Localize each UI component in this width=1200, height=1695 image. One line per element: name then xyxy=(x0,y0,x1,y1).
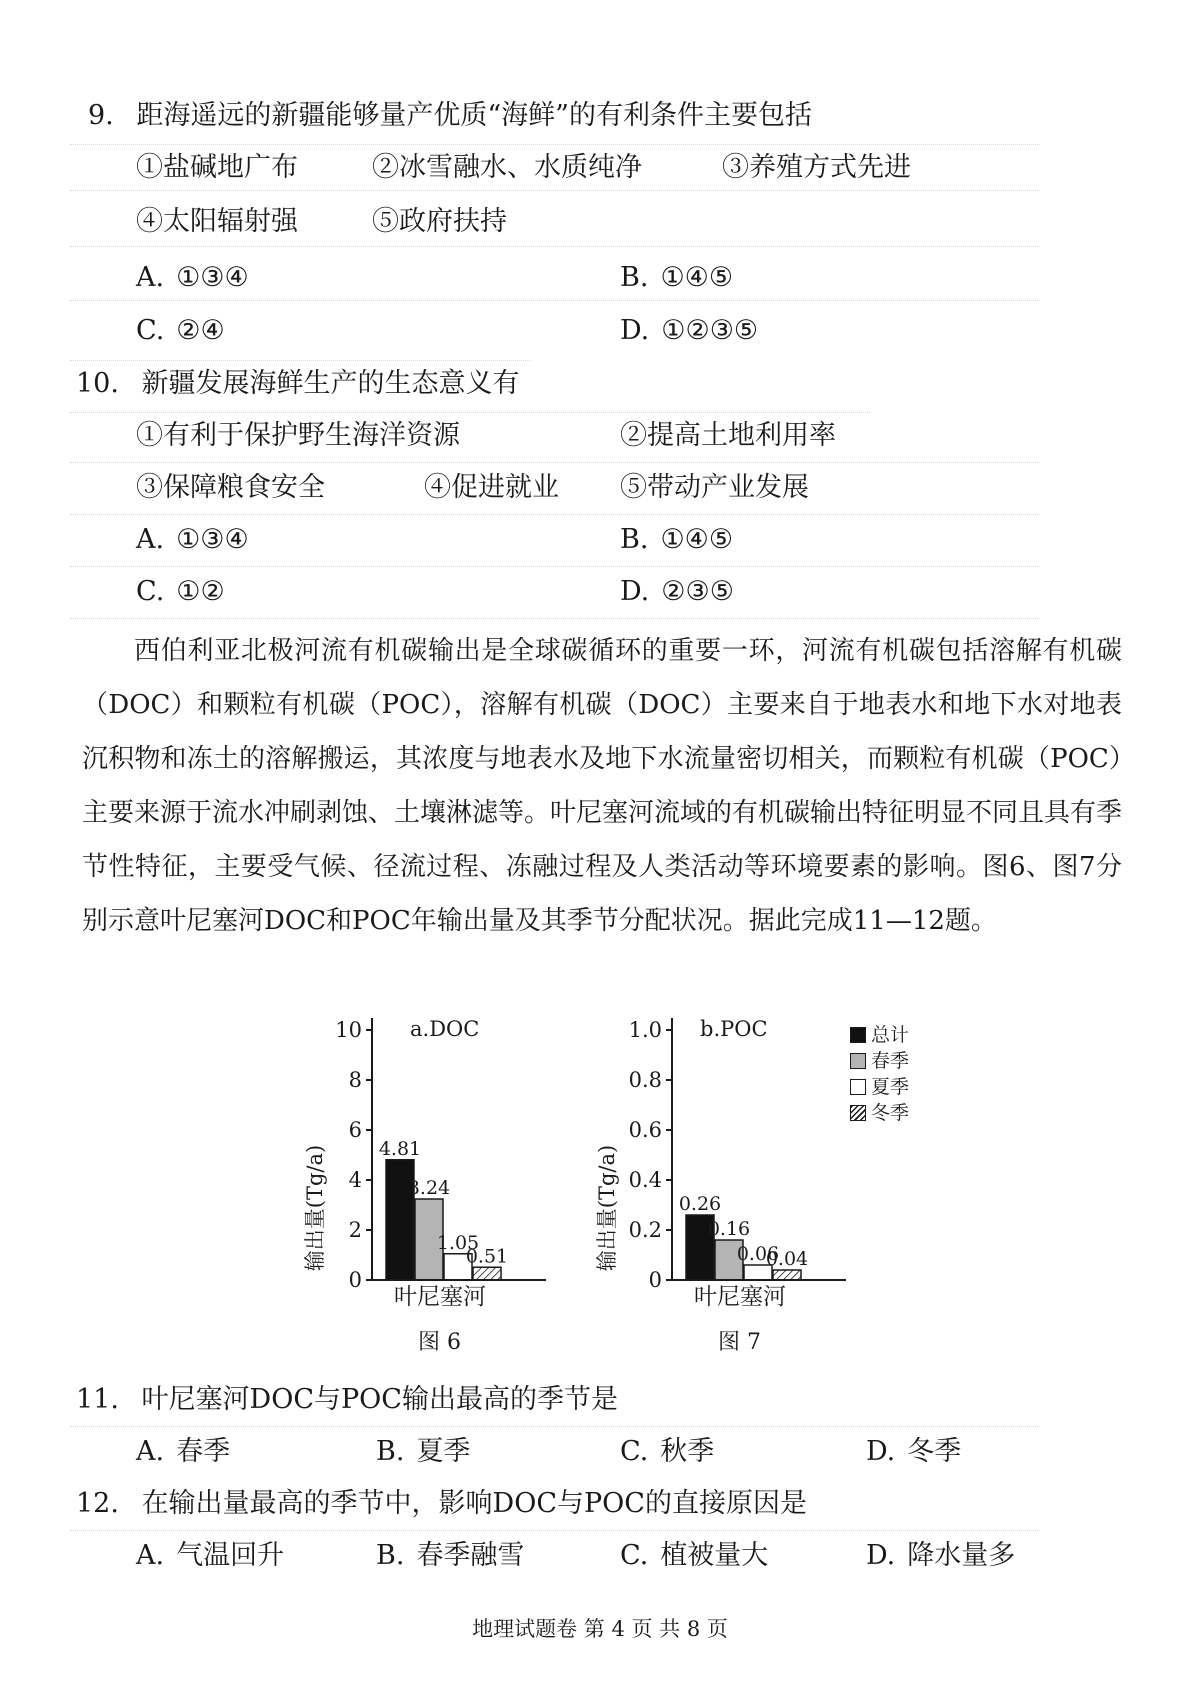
bar-value-label: 0.26 xyxy=(678,1193,722,1215)
q10-item-5: ⑤带动产业发展 xyxy=(620,472,809,503)
dotted-rule xyxy=(70,246,1040,247)
q9-option-a[interactable] xyxy=(136,260,249,296)
legend-item-summer xyxy=(850,1074,909,1100)
legend-swatch-spring xyxy=(850,1053,866,1069)
q10-stem: 新疆发展海鲜生产的生态意义有 xyxy=(141,368,520,399)
bar-value-label: 0.06 xyxy=(736,1243,780,1265)
option-letter: B. xyxy=(620,524,649,555)
y-tick-label: 8 xyxy=(348,1068,362,1092)
legend-swatch-winter xyxy=(850,1105,866,1121)
dotted-rule xyxy=(70,360,530,361)
y-tick-label: 1.0 xyxy=(628,1018,662,1042)
q10-item-4: ④促进就业 xyxy=(424,472,559,503)
option-text: ②④ xyxy=(176,315,225,346)
legend-label: 春季 xyxy=(871,1050,910,1072)
y-tick-label: 0.8 xyxy=(628,1068,662,1092)
dotted-rule xyxy=(70,514,1040,515)
q9-option-d[interactable] xyxy=(620,313,758,349)
option-text: ①②③⑤ xyxy=(661,315,759,346)
option-letter: D. xyxy=(620,576,650,607)
passage-text: 西伯利亚北极河流有机碳输出是全球碳循环的重要一环，河流有机碳包括溶解有机碳（DOC）和颗粒有机碳（POC），溶解有机碳（DOC）主要来自于地表水和地下水对地表沉积物和冻土的溶解搬运，其浓度与地表水及地下水流量密切相关，而颗粒有机碳（POC）主要来源于流水冲刷剥蚀、土壤淋滤等。叶尼塞河流域的有机碳输出特征明显不同且具有季节性特征，主要受气候、径流过程、冻融过程及人类活动等环境要素的影响。图6、图7分别示意叶尼塞河DOC和POC年输出量及其季节分配状况。据此完成11—12题。 xyxy=(82,636,1123,936)
bar-winter xyxy=(773,1270,801,1280)
q10-stem-line xyxy=(76,366,520,402)
option-text: ①④⑤ xyxy=(660,524,734,555)
option-letter: C. xyxy=(620,1436,649,1467)
dotted-rule xyxy=(70,190,1040,191)
option-letter: B. xyxy=(620,262,649,293)
q11-stem: 叶尼塞河DOC与POC输出最高的季节是 xyxy=(141,1384,618,1415)
bar-value-label: 4.81 xyxy=(378,1137,422,1160)
q9-item-3: ③养殖方式先进 xyxy=(722,152,911,183)
q10-option-c[interactable] xyxy=(136,574,225,610)
q12-option-a[interactable] xyxy=(136,1538,284,1574)
option-letter: D. xyxy=(866,1540,896,1571)
legend-swatch-total xyxy=(850,1027,866,1043)
chart-poc-xlabel: 叶尼塞河 xyxy=(694,1284,786,1310)
legend-label: 总计 xyxy=(871,1024,910,1046)
y-tick-label: 6 xyxy=(348,1118,362,1142)
chart-poc xyxy=(595,1010,860,1300)
q11-stem-line xyxy=(76,1382,618,1418)
chart-doc-ylabel: 输出量(Tg/a) xyxy=(303,1144,327,1272)
option-text: 秋季 xyxy=(660,1436,715,1467)
option-letter: C. xyxy=(620,1540,649,1571)
option-letter: D. xyxy=(866,1436,896,1467)
option-text: 降水量多 xyxy=(907,1540,1016,1571)
q11-number: 11. xyxy=(76,1384,119,1415)
q9-item-5: ⑤政府扶持 xyxy=(372,206,507,237)
option-text: 夏季 xyxy=(416,1436,471,1467)
chart-doc-yticks xyxy=(335,1018,372,1292)
option-letter: A. xyxy=(136,1436,165,1467)
chart-poc-ylabel: 输出量(Tg/a) xyxy=(595,1144,619,1272)
chart-doc-title: a.DOC xyxy=(410,1017,480,1041)
option-text: 春季 xyxy=(176,1436,231,1467)
option-text: 植被量大 xyxy=(660,1540,769,1571)
option-text: 气温回升 xyxy=(176,1540,285,1571)
q12-number: 12. xyxy=(76,1488,119,1519)
q10-option-b[interactable] xyxy=(620,522,733,558)
option-letter: A. xyxy=(136,1540,165,1571)
bar-value-label: 3.24 xyxy=(407,1177,451,1199)
option-letter: C. xyxy=(136,576,165,607)
q10-item-3: ③保障粮食安全 xyxy=(136,472,325,503)
option-letter: B. xyxy=(376,1436,405,1467)
dotted-rule xyxy=(70,144,1040,145)
q12-stem: 在输出量最高的季节中，影响DOC与POC的直接原因是 xyxy=(141,1488,807,1519)
legend-label: 冬季 xyxy=(871,1102,910,1124)
q10-item-2: ②提高土地利用率 xyxy=(620,420,836,451)
bar-value-label: 0.16 xyxy=(707,1218,751,1240)
y-tick-label: 0 xyxy=(348,1268,362,1292)
bar-value-label: 0.04 xyxy=(765,1248,809,1270)
option-letter: A. xyxy=(136,524,165,555)
q9-option-b[interactable] xyxy=(620,260,733,296)
passage xyxy=(82,624,1122,948)
q9-item-4: ④太阳辐射强 xyxy=(136,206,298,237)
option-text: ①② xyxy=(176,576,225,607)
legend-item-winter xyxy=(850,1100,909,1126)
option-letter: C. xyxy=(136,315,165,346)
y-tick-label: 2 xyxy=(348,1218,362,1242)
q11-option-c[interactable] xyxy=(620,1434,714,1470)
y-tick-label: 0.6 xyxy=(628,1118,662,1142)
dotted-rule xyxy=(70,1530,1040,1531)
bar-winter xyxy=(473,1267,501,1280)
y-tick-label: 0.4 xyxy=(628,1168,662,1192)
legend-item-total xyxy=(850,1022,909,1048)
dotted-rule xyxy=(70,566,1040,567)
q10-number: 10. xyxy=(76,368,119,399)
figure-7-caption: 图 7 xyxy=(718,1330,761,1355)
q10-option-a[interactable] xyxy=(136,522,249,558)
q9-stem: 距海遥远的新疆能够量产优质“海鲜”的有利条件主要包括 xyxy=(136,100,812,131)
bar-value-label: 0.51 xyxy=(465,1245,509,1268)
chart-poc-title: b.POC xyxy=(700,1017,768,1041)
dotted-rule xyxy=(70,618,1040,619)
chart-legend xyxy=(850,1022,909,1126)
bar-value-label: 1.05 xyxy=(436,1231,480,1254)
dotted-rule xyxy=(70,1426,1040,1427)
figure-6 xyxy=(300,1010,560,1355)
q9-number: 9. xyxy=(88,100,114,131)
y-tick-label: 4 xyxy=(348,1168,362,1192)
option-text: ②③⑤ xyxy=(661,576,734,607)
q9-item-2: ②冰雪融水、水质纯净 xyxy=(372,152,642,183)
chart-poc-yticks xyxy=(629,1018,672,1292)
chart-doc-xlabel: 叶尼塞河 xyxy=(394,1284,486,1310)
q12-stem-line xyxy=(76,1486,807,1522)
q12-option-c[interactable] xyxy=(620,1538,768,1574)
q11-option-b[interactable] xyxy=(376,1434,470,1470)
page-footer: 地理试题卷 第 4 页 共 8 页 xyxy=(472,1617,728,1641)
legend-label: 夏季 xyxy=(871,1076,910,1098)
chart-doc xyxy=(300,1010,560,1300)
q11-option-d[interactable] xyxy=(866,1434,961,1470)
q12-option-b[interactable] xyxy=(376,1538,524,1574)
q11-option-a[interactable] xyxy=(136,1434,230,1470)
option-text: 春季融雪 xyxy=(416,1540,525,1571)
q9-stem-line xyxy=(88,98,812,134)
figure-6-caption: 图 6 xyxy=(418,1330,461,1355)
legend-item-spring xyxy=(850,1048,909,1074)
y-tick-label: 10 xyxy=(335,1018,362,1042)
q9-item-1: ①盐碱地广布 xyxy=(136,152,298,183)
option-letter: A. xyxy=(136,262,165,293)
option-text: ①③④ xyxy=(176,524,249,555)
q10-item-1: ①有利于保护野生海洋资源 xyxy=(136,420,460,451)
dotted-rule xyxy=(70,412,870,413)
option-text: 冬季 xyxy=(907,1436,962,1467)
q12-option-d[interactable] xyxy=(866,1538,1015,1574)
q10-option-d[interactable] xyxy=(620,574,734,610)
dotted-rule xyxy=(70,462,1040,463)
option-text: ①④⑤ xyxy=(660,262,734,293)
y-tick-label: 0.2 xyxy=(628,1218,662,1242)
option-letter: B. xyxy=(376,1540,405,1571)
option-text: ①③④ xyxy=(176,262,249,293)
dotted-rule xyxy=(70,300,1040,301)
figure-7 xyxy=(595,1010,860,1355)
legend-swatch-summer xyxy=(850,1079,866,1095)
y-tick-label: 0 xyxy=(648,1268,662,1292)
q9-option-c[interactable] xyxy=(136,313,225,349)
option-letter: D. xyxy=(620,315,650,346)
